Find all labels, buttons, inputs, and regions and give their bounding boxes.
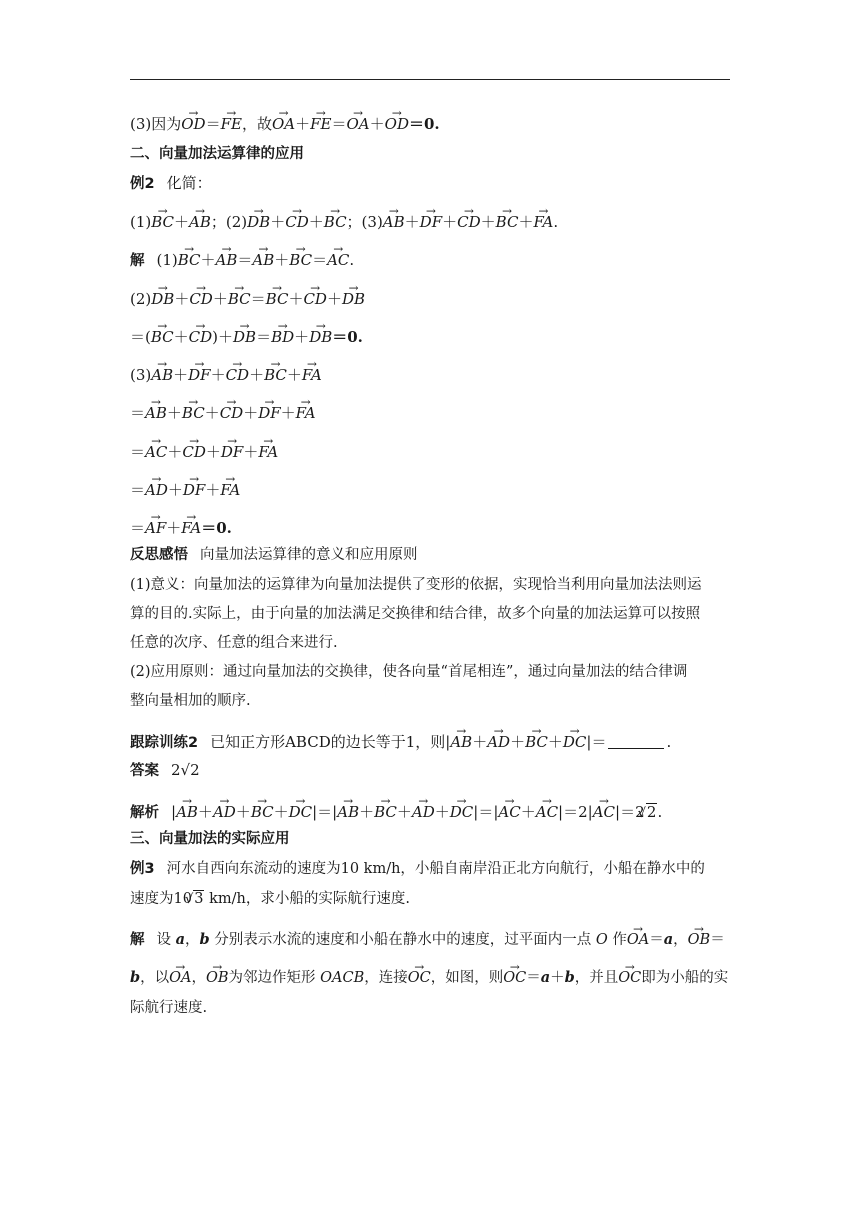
- answer-line: 答案 2√2: [130, 761, 200, 779]
- solution-3-line-4: ＝AD →＋DF →＋FA →: [130, 477, 240, 500]
- solution-2-line-2: ＝(BC →＋CD →)＋DB →＝BD →＋DB →＝0.: [130, 324, 363, 347]
- reflection-heading: 反思感悟 向量加法运算律的意义和应用原则: [130, 547, 418, 563]
- example-3-line-1: 例3 河水自西向东流动的速度为10 km/h，小船自南岸沿正北方向航行，小船在静水中的: [130, 861, 705, 877]
- reflection-2-line-1: (2)应用原则：通过向量加法的交换律，使各向量“首尾相连”，通过向量加法的结合律调: [130, 664, 688, 680]
- line-od-fe: (3)因为OD →＝FE →，故OA →＋FE →＝OA →＋OD →＝0.: [130, 111, 440, 134]
- header-rule: [130, 79, 730, 80]
- analysis-line: 解析 |AB →＋AD →＋BC →＋DC →|＝|AB →＋BC →＋AD →＋DC →|＝|AC →＋AC →|＝2|AC →|＝2√ 2.: [130, 799, 662, 823]
- solution-ex3-line-3: 际航行速度.: [130, 1000, 208, 1016]
- solution-3-line-3: ＝AC →＋CD →＋DF →＋FA →: [130, 439, 278, 462]
- example-3-line-2: 速度为10√ 3 km/h，求小船的实际航行速度.: [130, 889, 410, 909]
- solution-3-line-1: (3)AB →＋DF →＋CD →＋BC →＋FA →: [130, 362, 322, 385]
- reflection-2-line-2: 整向量相加的顺序.: [130, 693, 251, 709]
- reflection-1-line-2: 算的目的.实际上，由于向量的加法满足交换律和结合律，故多个向量的加法运算可以按照: [130, 606, 701, 622]
- solution-3-line-2: ＝AB →＋BC →＋CD →＋DF →＋FA →: [130, 400, 316, 423]
- reflection-1-line-3: 任意的次序、任意的组合来进行.: [130, 635, 338, 651]
- solution-1: 解 (1)BC →＋AB →＝AB →＋BC →＝AC →.: [130, 247, 354, 271]
- example-2-problems: (1)BC →＋AB →；(2)DB →＋CD →＋BC →；(3)AB →＋DF →＋CD →＋BC →＋FA →.: [130, 209, 558, 232]
- answer-blank: [608, 734, 664, 749]
- section-2-title: 二、向量加法运算律的应用: [130, 146, 304, 162]
- solution-ex3-line-1: 解 设 a，b 分别表示水流的速度和小船在静水中的速度，过平面内一点 O 作OA →＝a，OB →＝: [130, 927, 725, 950]
- tracking-exercise-2: 跟踪训练2 已知正方形ABCD的边长等于1，则|AB →＋AD →＋BC →＋DC →|＝ .: [130, 729, 671, 753]
- example-2-heading: 例2 化简：: [130, 174, 212, 192]
- reflection-1-line-1: (1)意义：向量加法的运算律为向量加法提供了变形的依据，实现恰当利用向量加法法则运: [130, 577, 702, 593]
- solution-3-line-5: ＝AF →＋FA →＝0.: [130, 515, 232, 538]
- solution-ex3-line-2: b，以OA →，OB →为邻边作矩形 OACB，连接OC →，如图，则OC →＝a＋b，并且OC →即为小船的实: [130, 965, 728, 988]
- solution-2-line-1: (2)DB →＋CD →＋BC →＝BC →＋CD →＋DB →: [130, 286, 365, 309]
- section-3-title: 三、向量加法的实际应用: [130, 831, 290, 847]
